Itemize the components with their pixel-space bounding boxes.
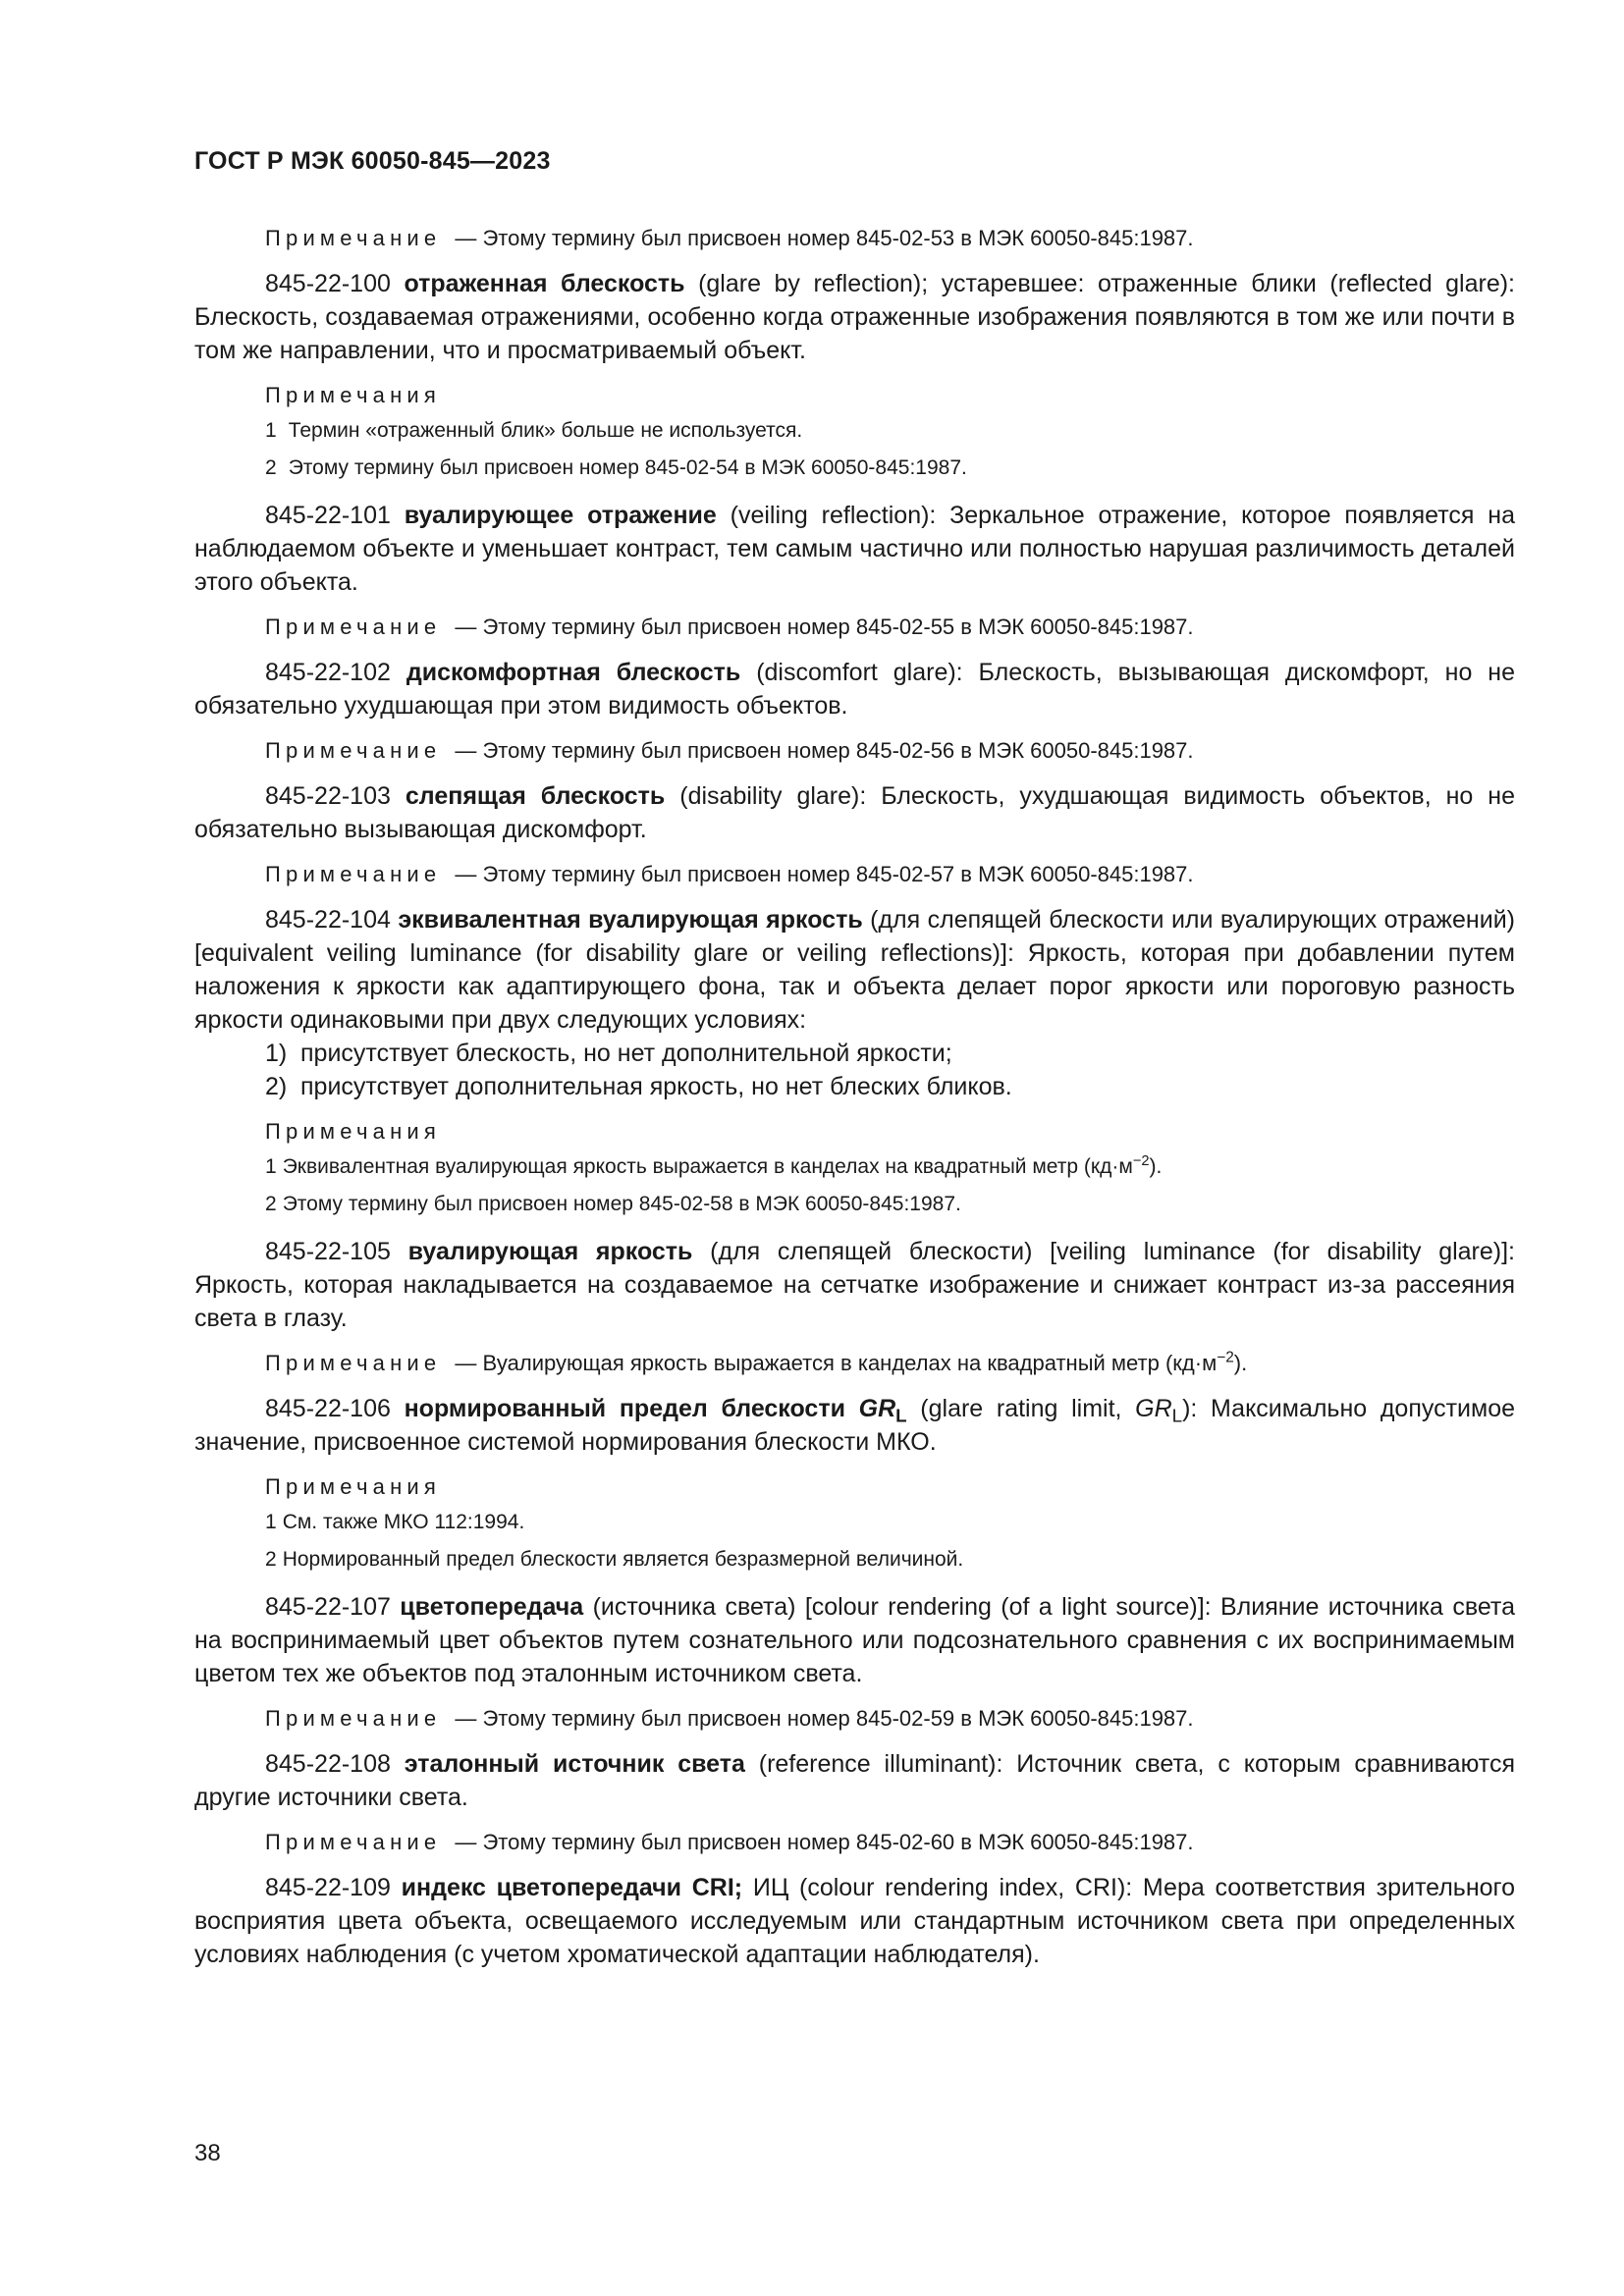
note — [194, 1704, 1515, 1734]
term-definition: (reference illuminant): Источник света, с которым сравниваются другие источники света. — [194, 1750, 1515, 1811]
condition-item — [194, 1070, 1515, 1103]
term-definition: (glare by reflection); устаревшее: отраженные блики (reflected glare): Блескость, создаваемая отражениями, особенно когда отраженные изображения появляются в том же или почти в том же направлении, что и просматриваемый объект. — [194, 270, 1516, 364]
notes-heading: Примечания — [265, 1474, 442, 1499]
term-name: слепящая блескость — [405, 782, 666, 810]
term-definition: (glare rating limit, — [920, 1395, 1122, 1422]
note-item — [194, 1508, 1515, 1537]
note-text: См. также МКО 112:1994. — [282, 1511, 525, 1533]
term-definition: (discomfort glare): Блескость, вызывающая дискомфорт, но не обязательно ухудшающая при этом видимость объектов. — [194, 659, 1515, 720]
page-number: 38 — [194, 2140, 221, 2166]
condition-item — [194, 1037, 1515, 1070]
note-number: 2 — [265, 1548, 277, 1571]
condition-number: 2) — [265, 1073, 288, 1100]
term-entry — [194, 1235, 1515, 1335]
term-definition: ИЦ (colour rendering index, CRI): Мера соответствия зрительного восприятия цвета объекта, освещаемого исследуемым или стандартным источником света при определенных условиях наблюдения (с учетом хроматической адаптации наблюдателя). — [194, 1874, 1516, 1968]
term-name: отраженная блескость — [404, 270, 685, 297]
note-number: 1 — [265, 1511, 277, 1533]
term-entry — [194, 1590, 1515, 1690]
term-symbol-inline-subscript: L — [1171, 1405, 1183, 1426]
term-definition: (для слепящей блескости или вуалирующих отражений) [equivalent veiling luminance (for disability glare or veiling reflections)]: Яркость, которая при добавлении путем наложения к яркости как адаптирующего фона, так и объекта делает порог яркости или пороговую разность яркости одинаковыми при двух следующих условиях: — [194, 906, 1515, 1034]
note-item — [194, 416, 1515, 446]
term-number: 845-22-101 — [265, 502, 391, 529]
note-item — [194, 1190, 1515, 1219]
document-header: ГОСТ Р МЭК 60050-845—2023 — [194, 147, 551, 175]
note — [194, 1349, 1515, 1378]
term-name: вуалирующее отражение — [404, 502, 717, 529]
note-text: — Этому термину был присвоен номер 845-02-57 в МЭК 60050-845:1987. — [455, 862, 1194, 886]
note-text-end: ). — [1149, 1155, 1163, 1178]
term-number: 845-22-108 — [265, 1750, 391, 1778]
term-number: 845-22-109 — [265, 1874, 391, 1901]
term-entry — [194, 1871, 1515, 1971]
term-entry — [194, 1392, 1515, 1459]
note-text: Термин «отраженный блик» больше не используется. — [288, 419, 803, 442]
note-text: — Этому термину был присвоен номер 845-02-53 в МЭК 60050-845:1987. — [455, 226, 1194, 250]
term-definition: (для слепящей блескости) [veiling luminance (for disability glare)]: Яркость, которая накладывается на создаваемое на сетчатке изображение и снижает контраст из-за рассеяния света в глазу. — [194, 1238, 1515, 1332]
term-definition: (veiling reflection): Зеркальное отражение, которое появляется на наблюдаемом объекте и уменьшает контраст, тем самым частично или полностью нарушая различимость деталей этого объекта. — [194, 502, 1515, 596]
term-entry — [194, 656, 1515, 722]
term-name: цветопередача — [400, 1593, 584, 1621]
term-symbol-inline: GR — [1135, 1395, 1172, 1422]
note-label: Примечание — [265, 738, 442, 763]
term-number: 845-22-107 — [265, 1593, 391, 1621]
notes-heading: Примечания — [265, 383, 442, 407]
term-number: 845-22-104 — [265, 906, 391, 934]
note-label: Примечание — [265, 1706, 442, 1731]
note-label: Примечание — [265, 862, 442, 886]
note — [194, 860, 1515, 889]
unit-exponent: −2 — [1132, 1152, 1150, 1169]
unit-exponent: −2 — [1217, 1349, 1234, 1366]
term-number: 845-22-106 — [265, 1395, 391, 1422]
note — [194, 736, 1515, 766]
term-number: 845-22-103 — [265, 782, 391, 810]
term-definition: (disability glare): Блескость, ухудшающая видимость объектов, но не обязательно вызывающая дискомфорт. — [194, 782, 1516, 843]
note-number: 1 — [265, 1155, 277, 1178]
note-text: Эквивалентная вуалирующая яркость выражается в канделах на квадратный метр (кд·м — [282, 1155, 1133, 1178]
note-number: 2 — [265, 1193, 277, 1215]
term-entry — [194, 779, 1515, 846]
condition-text: присутствует дополнительная яркость, но нет блеских бликов. — [300, 1073, 1012, 1100]
condition-text: присутствует блескость, но нет дополнительной яркости; — [300, 1040, 952, 1067]
term-entry — [194, 267, 1515, 367]
note-text: Этому термину был присвоен номер 845-02-54 в МЭК 60050-845:1987. — [288, 456, 967, 479]
term-definition: (источника света) [colour rendering (of a light source)]: Влияние источника света на воспринимаемый цвет объектов путем сознательного или подсознательного сравнения с их воспринимаемым цветом тех же объектов под эталонным источником света. — [194, 1593, 1515, 1687]
term-name: нормированный предел блескости — [404, 1395, 845, 1422]
note-text: — Этому термину был присвоен номер 845-02-55 в МЭК 60050-845:1987. — [455, 614, 1194, 639]
note-text: — Этому термину был присвоен номер 845-02-59 в МЭК 60050-845:1987. — [455, 1706, 1194, 1731]
term-entry — [194, 903, 1515, 1037]
note — [194, 224, 1515, 253]
note — [194, 613, 1515, 642]
document-body — [194, 224, 1515, 1985]
note-label: Примечание — [265, 1351, 442, 1375]
term-symbol: GR — [858, 1395, 896, 1422]
note-text: — Этому термину был присвоен номер 845-02-56 в МЭК 60050-845:1987. — [455, 738, 1194, 763]
notes-heading: Примечания — [265, 1119, 442, 1144]
condition-number: 1) — [265, 1040, 288, 1067]
term-name: эквивалентная вуалирующая яркость — [398, 906, 863, 934]
term-number: 845-22-102 — [265, 659, 391, 686]
term-name: вуалирующая яркость — [407, 1238, 693, 1265]
note-text: Нормированный предел блескости является безразмерной величиной. — [282, 1548, 964, 1571]
note-label: Примечание — [265, 614, 442, 639]
note-text: Этому термину был присвоен номер 845-02-58 в МЭК 60050-845:1987. — [282, 1193, 961, 1215]
note-label: Примечание — [265, 226, 442, 250]
term-number: 845-22-100 — [265, 270, 391, 297]
term-entry — [194, 1747, 1515, 1814]
note-item — [194, 1152, 1515, 1182]
note-number: 1 — [265, 419, 277, 442]
term-name: дискомфортная блескость — [406, 659, 741, 686]
note-item — [194, 454, 1515, 483]
term-name: индекс цветопередачи CRI; — [401, 1874, 743, 1901]
term-definition-end: ): Максимально допустимое значение, присвоенное системой нормирования блескости МКО. — [194, 1395, 1516, 1456]
note-text: — Вуалирующая яркость выражается в канделах на квадратный метр (кд·м — [455, 1351, 1218, 1375]
note-item — [194, 1545, 1515, 1575]
note-text-end: ). — [1233, 1351, 1248, 1375]
note-text: — Этому термину был присвоен номер 845-02-60 в МЭК 60050-845:1987. — [455, 1830, 1194, 1854]
term-entry — [194, 499, 1515, 599]
term-name: эталонный источник света — [404, 1750, 745, 1778]
term-symbol-subscript: L — [895, 1405, 907, 1426]
note-label: Примечание — [265, 1830, 442, 1854]
note-number: 2 — [265, 456, 277, 479]
term-number: 845-22-105 — [265, 1238, 391, 1265]
note — [194, 1828, 1515, 1857]
